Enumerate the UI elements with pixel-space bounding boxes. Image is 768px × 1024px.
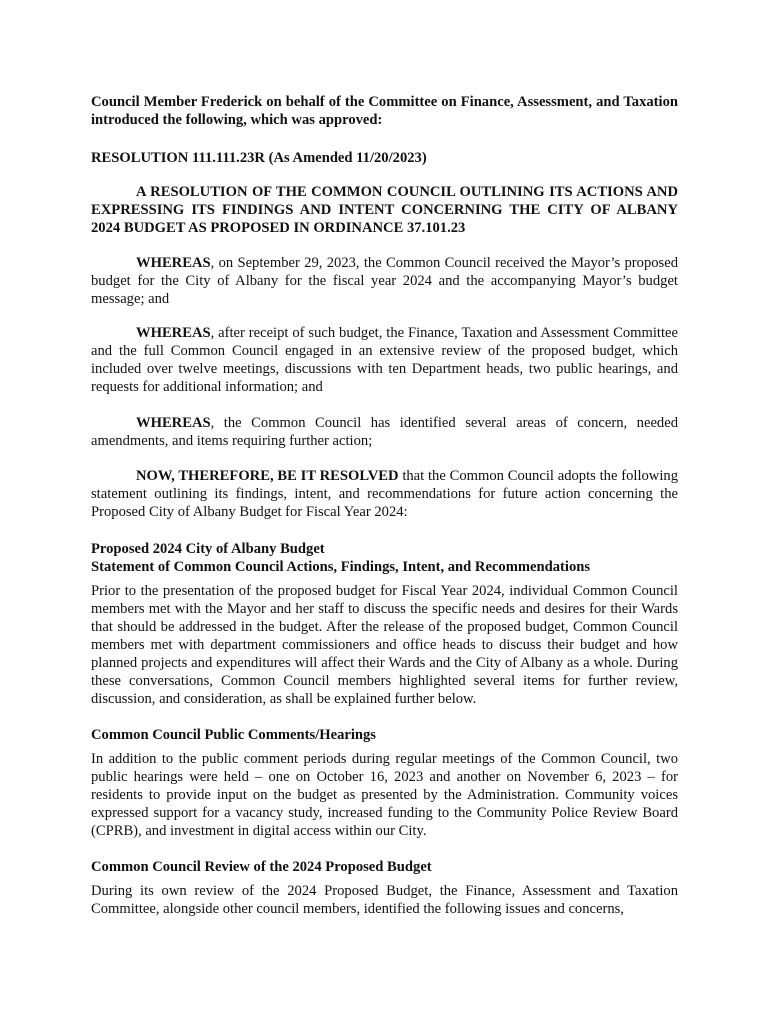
resolved-paragraph: [91, 467, 678, 521]
whereas-text: , after receipt of such budget, the Finance, Taxation and Assessment Committee and the full Common Council engaged in an extensive review of the proposed budget, which included over twelve meetings, discussions with ten Department heads, two public hearings, and requests for additional information; and: [91, 325, 678, 395]
resolution-title: A RESOLUTION OF THE COMMON COUNCIL OUTLINING ITS ACTIONS AND EXPRESSING ITS FINDINGS AND INTENT CONCERNING THE CITY OF ALBANY 2024 BUDGET AS PROPOSED IN ORDINANCE 37.101.23: [91, 184, 678, 236]
section-body-public-comments: In addition to the public comment periods during regular meetings of the Common Council, two public hearings were held – one on October 16, 2023 and another on November 6, 2023 – for residents to provide input on the budget as presented by the Administration. Community voices expressed support for a vacancy study, increased funding to the Community Police Review Board (CPRB), and investment in digital access within our City.: [91, 751, 678, 839]
whereas-paragraph-2: [91, 324, 678, 396]
resolution-number: RESOLUTION 111.111.23R (As Amended 11/20/2023): [91, 150, 427, 166]
whereas-text: , on September 29, 2023, the Common Council received the Mayor’s proposed budget for the City of Albany for the fiscal year 2024 and the accompanying Mayor’s budget message; and: [91, 255, 678, 307]
whereas-lead: WHEREAS: [136, 255, 211, 271]
whereas-lead: WHEREAS: [136, 325, 211, 341]
section-heading-review: Common Council Review of the 2024 Proposed Budget: [91, 859, 432, 875]
whereas-lead: WHEREAS: [136, 415, 211, 431]
section-body-review: During its own review of the 2024 Proposed Budget, the Finance, Assessment and Taxation Committee, alongside other council members, identified the following issues and concerns,: [91, 883, 678, 917]
section-heading-public-comments: Common Council Public Comments/Hearings: [91, 727, 376, 743]
whereas-paragraph-3: [91, 414, 678, 450]
section-heading-budget: Proposed 2024 City of Albany Budget: [91, 541, 325, 557]
whereas-paragraph-1: [91, 254, 678, 308]
resolved-lead: NOW, THEREFORE, BE IT RESOLVED: [136, 468, 399, 484]
whereas-text: , the Common Council has identified several areas of concern, needed amendments, and items requiring further action;: [91, 415, 678, 449]
section-body-budget: Prior to the presentation of the proposed budget for Fiscal Year 2024, individual Common Council members met with the Mayor and her staff to discuss the specific needs and desires for their Wards that should be addressed in the budget. After the release of the proposed budget, Common Council members met with department commissioners and office heads to discuss their budget and how planned projects and expenditures will affect their Wards and the City of Albany as a whole. During these conversations, Common Council members highlighted several items for further review, discussion, and consideration, as shall be explained further below.: [91, 583, 678, 707]
section-heading-statement: Statement of Common Council Actions, Findings, Intent, and Recommendations: [91, 559, 591, 575]
intro-paragraph: Council Member Frederick on behalf of the Committee on Finance, Assessment, and Taxation introduced the following, which was approved:: [91, 94, 678, 128]
resolved-text: that the Common Council adopts the following statement outlining its findings, intent, and recommendations for future action concerning the Proposed City of Albany Budget for Fiscal Year 2024:: [91, 468, 678, 520]
